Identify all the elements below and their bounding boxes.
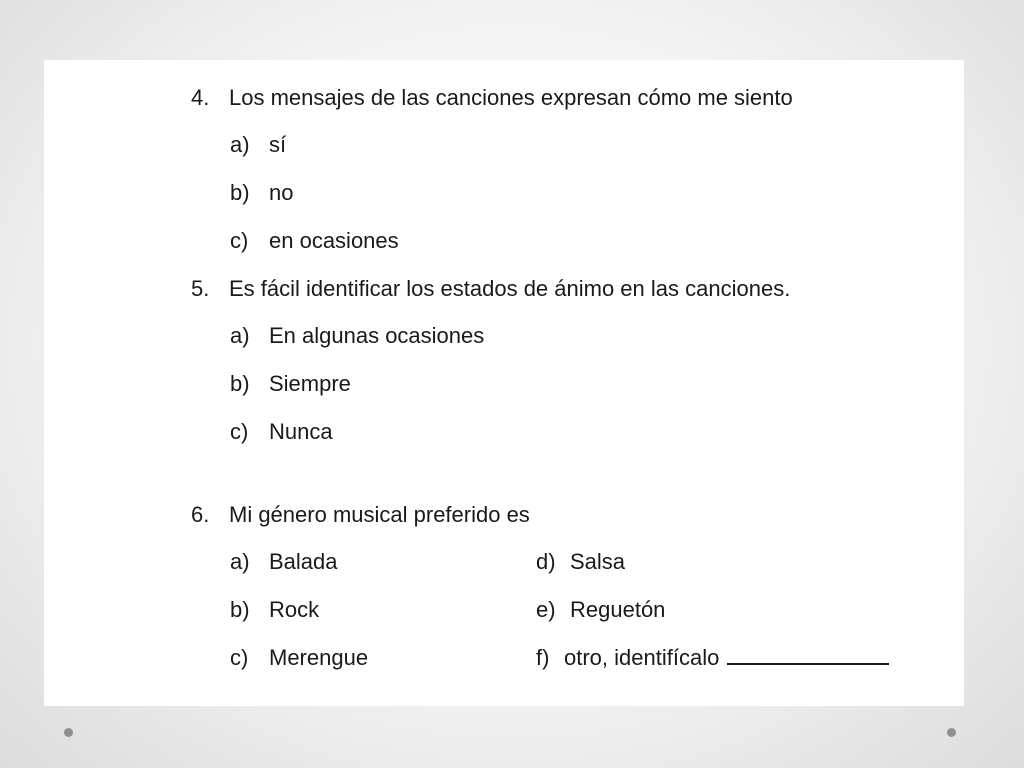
option-text-with-blank xyxy=(564,645,889,671)
option-text: Siempre xyxy=(269,371,351,396)
option-text: Balada xyxy=(269,549,338,574)
option-text: Reguetón xyxy=(570,597,666,622)
option-letter: c) xyxy=(230,645,249,670)
option-text: otro, identifícalo xyxy=(564,645,720,670)
option-text: sí xyxy=(269,132,287,157)
corner-dot-right xyxy=(947,728,956,737)
option-text: Salsa xyxy=(570,549,626,574)
option-text: Nunca xyxy=(269,419,333,444)
option-letter: c) xyxy=(230,419,249,444)
answer-blank-line xyxy=(727,645,889,665)
option-letter: d) xyxy=(536,549,556,574)
option-text: en ocasiones xyxy=(269,228,399,253)
question-number: 5. xyxy=(191,276,210,301)
option-letter: f) xyxy=(536,645,550,670)
question-text: Mi género musical preferido es xyxy=(229,502,530,527)
question-text: Los mensajes de las canciones expresan cómo me siento xyxy=(229,85,793,110)
option-letter: b) xyxy=(230,371,250,396)
option-letter: a) xyxy=(230,132,250,157)
question-text: Es fácil identificar los estados de ánimo en las canciones. xyxy=(229,276,791,301)
option-letter: c) xyxy=(230,228,249,253)
option-text: En algunas ocasiones xyxy=(269,323,485,348)
option-letter: a) xyxy=(230,323,250,348)
option-text: no xyxy=(269,180,294,205)
option-letter: a) xyxy=(230,549,250,574)
question-number: 4. xyxy=(191,85,210,110)
question-number: 6. xyxy=(191,502,210,527)
option-letter: b) xyxy=(230,597,250,622)
document-page xyxy=(44,60,964,706)
option-letter: e) xyxy=(536,597,556,622)
corner-dot-left xyxy=(64,728,73,737)
option-letter: b) xyxy=(230,180,250,205)
option-text: Merengue xyxy=(269,645,369,670)
option-text: Rock xyxy=(269,597,320,622)
